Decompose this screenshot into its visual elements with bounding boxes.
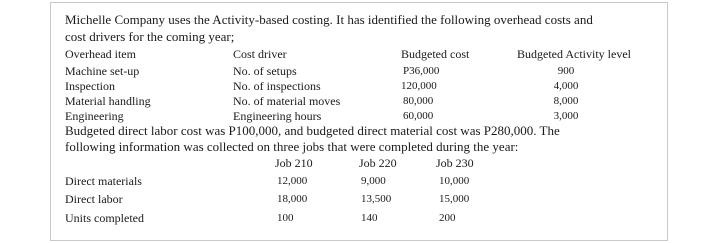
job-230-value: 15,000 — [439, 193, 470, 205]
header-job-230: Job 230 — [436, 156, 474, 170]
activity-level-cell: 8,000 — [553, 95, 579, 107]
job-row-label: Units completed — [65, 211, 144, 225]
cost-driver-cell: Engineering hours — [233, 109, 322, 123]
job-230-value: 10,000 — [439, 175, 470, 187]
intro-line-1: Michelle Company uses the Activity-based costing. It has identified the following overhead costs and — [65, 12, 593, 27]
header-job-220: Job 220 — [359, 156, 397, 170]
job-210-value: 12,000 — [277, 175, 308, 187]
intro-line-2: cost drivers for the coming year; — [65, 29, 235, 44]
cost-driver-cell: No. of material moves — [233, 94, 341, 108]
budgeted-cost-cell: 60,000 — [403, 110, 434, 122]
budget-note-line-1: Budgeted direct labor cost was P100,000, and budgeted direct material cost was P280,000. The — [65, 123, 560, 138]
job-210-value: 18,000 — [277, 193, 308, 205]
budgeted-cost-cell: P36,000 — [403, 65, 440, 77]
cost-driver-cell: No. of setups — [233, 64, 297, 78]
problem-panel — [50, 2, 668, 241]
overhead-item-cell: Material handling — [65, 94, 151, 108]
cost-driver-cell: No. of inspections — [233, 79, 321, 93]
activity-level-cell: 4,000 — [553, 80, 579, 92]
budgeted-cost-cell: 80,000 — [403, 95, 434, 107]
overhead-item-cell: Inspection — [65, 79, 115, 93]
budgeted-cost-cell: 120,000 — [401, 80, 437, 92]
header-budgeted-activity: Budgeted Activity level — [517, 47, 631, 61]
job-210-value: 100 — [277, 212, 294, 224]
header-overhead-item: Overhead item — [65, 47, 136, 61]
header-job-210: Job 210 — [275, 156, 313, 170]
overhead-item-cell: Engineering — [65, 109, 124, 123]
budget-note-line-2: following information was collected on three jobs that were completed during the year: — [65, 139, 519, 154]
job-220-value: 9,000 — [361, 175, 386, 187]
header-budgeted-cost: Budgeted cost — [401, 47, 470, 61]
header-cost-driver: Cost driver — [233, 47, 287, 61]
activity-level-cell: 3,000 — [553, 110, 579, 122]
job-row-label: Direct materials — [65, 174, 142, 188]
job-230-value: 200 — [439, 212, 456, 224]
overhead-item-cell: Machine set-up — [65, 64, 140, 78]
job-220-value: 13,500 — [361, 193, 392, 205]
job-row-label: Direct labor — [65, 192, 123, 206]
job-220-value: 140 — [361, 212, 378, 224]
activity-level-cell: 900 — [557, 65, 575, 77]
